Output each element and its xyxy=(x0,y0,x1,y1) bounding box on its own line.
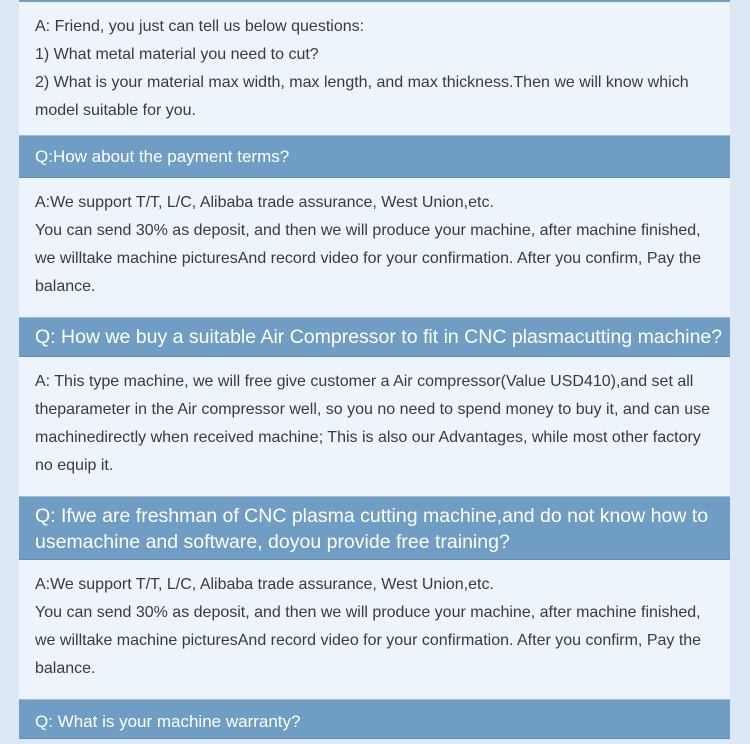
answer-line: A: Friend, you just can tell us below questions: xyxy=(35,18,365,35)
answer-line: A:We support T/T, L/C, Alibaba trade assurance, West Union,etc. xyxy=(35,194,494,211)
question-text: Q:How about the payment terms? xyxy=(35,147,290,166)
question-text: Q: Ifwe are freshman of CNC plasma cutting machine,and do not know how to usemachine and software, doyou provide free training? xyxy=(35,505,709,553)
faq-question-free-training xyxy=(19,496,730,560)
faq-question-warranty xyxy=(19,699,730,739)
faq-answer-1 xyxy=(19,2,730,135)
question-text: Q: What is your machine warranty? xyxy=(35,712,301,731)
faq-question-air-compressor xyxy=(19,317,730,357)
answer-line: A: This type machine, we will free give customer a Air compressor(Value USD410),and set all theparameter in the Air compressor well, so you no need to spend money to buy it, and can use machinedirectly when received machine; This is also our Advantages, while most other factory no equip it. xyxy=(35,373,711,474)
faq-answer-payment-terms xyxy=(19,178,730,317)
answer-line: 1) What metal material you need to cut? xyxy=(35,46,319,63)
faq-answer-free-training xyxy=(19,560,730,699)
faq-question-payment-terms xyxy=(19,135,730,178)
answer-line: You can send 30% as deposit, and then we will produce your machine, after machine finished, we willtake machine picturesAnd record video for your confirmation. After you confirm, Pay the balance. xyxy=(35,604,702,677)
faq-list xyxy=(19,0,730,739)
answer-line: A:We support T/T, L/C, Alibaba trade assurance, West Union,etc. xyxy=(35,576,494,593)
answer-line: You can send 30% as deposit, and then we will produce your machine, after machine finished, we willtake machine picturesAnd record video for your confirmation. After you confirm, Pay the balance. xyxy=(35,222,702,295)
answer-line: 2) What is your material max width, max length, and max thickness.Then we will know which model suitable for you. xyxy=(35,74,689,119)
faq-answer-air-compressor xyxy=(19,357,730,496)
question-text: Q: How we buy a suitable Air Compressor to fit in CNC plasmacutting machine? xyxy=(35,326,723,348)
